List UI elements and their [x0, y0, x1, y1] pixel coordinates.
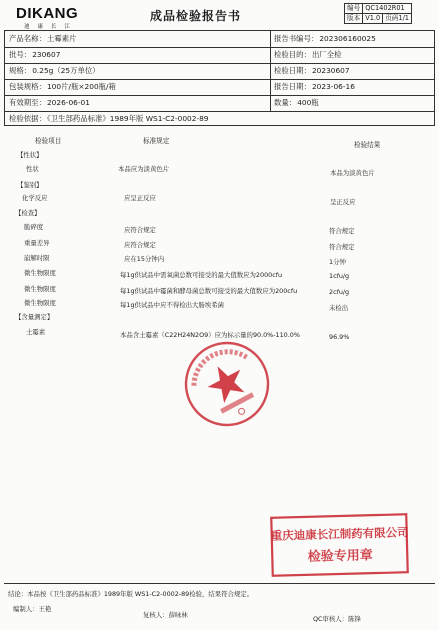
- row-result: 本品为淡黄色片: [330, 169, 375, 177]
- compiler-field: 编制人：王艳: [13, 605, 52, 613]
- row-item: 微生物限度: [24, 269, 56, 277]
- qc-field: QC审核人：陈锋: [313, 615, 361, 623]
- document-code-table: [344, 3, 412, 24]
- test-date-field: 检验日期：20230607: [274, 66, 350, 75]
- row-standard: 每1g供试品中需氧菌总数可接受的最大值数应为2000cfu: [120, 271, 283, 279]
- row-item: 土霉素: [26, 328, 46, 336]
- row-item: 化学反应: [22, 194, 48, 202]
- section-character: 【性状】: [17, 151, 43, 159]
- logo-text: DIKANG: [16, 5, 79, 22]
- row-standard: 应在15分钟内: [124, 255, 165, 263]
- section-identification: 【鉴别】: [17, 181, 43, 189]
- product-name-field: 产品名称：土霉素片: [9, 34, 77, 43]
- svg-text:检验专用章: 检验专用章: [307, 548, 373, 565]
- number-label: 编号: [345, 4, 363, 14]
- batch-field: 批号：230607: [9, 50, 61, 59]
- row-item: 微生物限度: [24, 299, 56, 307]
- svg-text:重庆迪康长江制药有限公司: 重庆迪康长江制药有限公司: [270, 525, 409, 543]
- row-standard: 每1g供试品中霉菌和酵母菌总数可接受的最大值数应为200cfu: [120, 287, 298, 295]
- column-header-item: 检验项目: [35, 137, 62, 145]
- divider: [5, 47, 434, 48]
- basis-field: 检验依据：《卫生部药品标准》1989年版 WS1-C2-0002-89: [9, 114, 209, 123]
- version-label: 版本: [345, 14, 363, 24]
- expiry-field: 有效期至：2026-06-01: [9, 98, 90, 107]
- report-info-box: [4, 30, 435, 126]
- divider: [4, 583, 435, 584]
- package-field: 包装规格：100片/瓶×200瓶/箱: [9, 82, 116, 91]
- row-item: 性状: [26, 165, 39, 173]
- section-assay: 【含量测定】: [15, 313, 54, 321]
- row-standard: 应符合规定: [124, 226, 156, 234]
- page-label: 页码1/1: [383, 14, 412, 24]
- spec-field: 规格：0.25g（25万单位）: [9, 66, 100, 75]
- document-title: 成品检验报告书: [150, 9, 242, 23]
- row-standard: 每1g供试品中应不得检出大肠埃希菌: [120, 301, 224, 309]
- row-item: 微生物限度: [24, 285, 56, 293]
- purpose-field: 检验目的：出厂全检: [274, 50, 342, 59]
- divider: [270, 31, 271, 111]
- section-inspection: 【检查】: [15, 209, 41, 217]
- row-result: 1分钟: [329, 258, 346, 266]
- row-standard: 应呈正反应: [124, 194, 156, 202]
- conclusion: 结论：本品按《卫生部药品标准》1989年版 WS1-C2-0002-89检验，结果符合规定。: [8, 590, 254, 598]
- report-no-field: 报告书编号：202306160025: [274, 34, 376, 43]
- row-standard: 本品应为淡黄色片: [118, 165, 170, 173]
- column-header-standard: 标准规定: [143, 137, 170, 145]
- reviewer-field: 复核人：薛咏林: [143, 611, 188, 619]
- quantity-field: 数量：400瓶: [274, 98, 319, 107]
- row-standard: 本品含土霉素（C22H24N2O9）应为标示量的90.0%-110.0%: [120, 331, 300, 339]
- row-result: 2cfu/g: [329, 288, 350, 296]
- company-logo: [6, 3, 104, 29]
- logo-subtext: 迪康长江: [24, 24, 79, 30]
- row-result: 符合规定: [329, 243, 355, 251]
- row-result: 符合规定: [329, 227, 355, 235]
- row-item: 脆碎度: [24, 223, 44, 231]
- row-item: 重量差异: [24, 239, 50, 247]
- row-item: 崩解时限: [24, 254, 50, 262]
- row-result: 未检出: [329, 304, 349, 312]
- row-result: 呈正反应: [330, 198, 356, 206]
- quality-dept-stamp: [183, 340, 271, 428]
- rect-stamp-icon: [270, 512, 410, 578]
- row-result: 1cfu/g: [329, 272, 350, 280]
- inspection-seal: [270, 512, 410, 578]
- round-stamp-icon: [183, 340, 271, 428]
- row-standard: 应符合规定: [124, 241, 156, 249]
- column-header-result: 检验结果: [354, 141, 381, 149]
- row-result: 96.9%: [329, 333, 350, 341]
- version-value: V1.0: [363, 14, 383, 24]
- report-date-field: 报告日期：2023-06-16: [274, 82, 355, 91]
- number-value: QC1402R01: [363, 4, 412, 14]
